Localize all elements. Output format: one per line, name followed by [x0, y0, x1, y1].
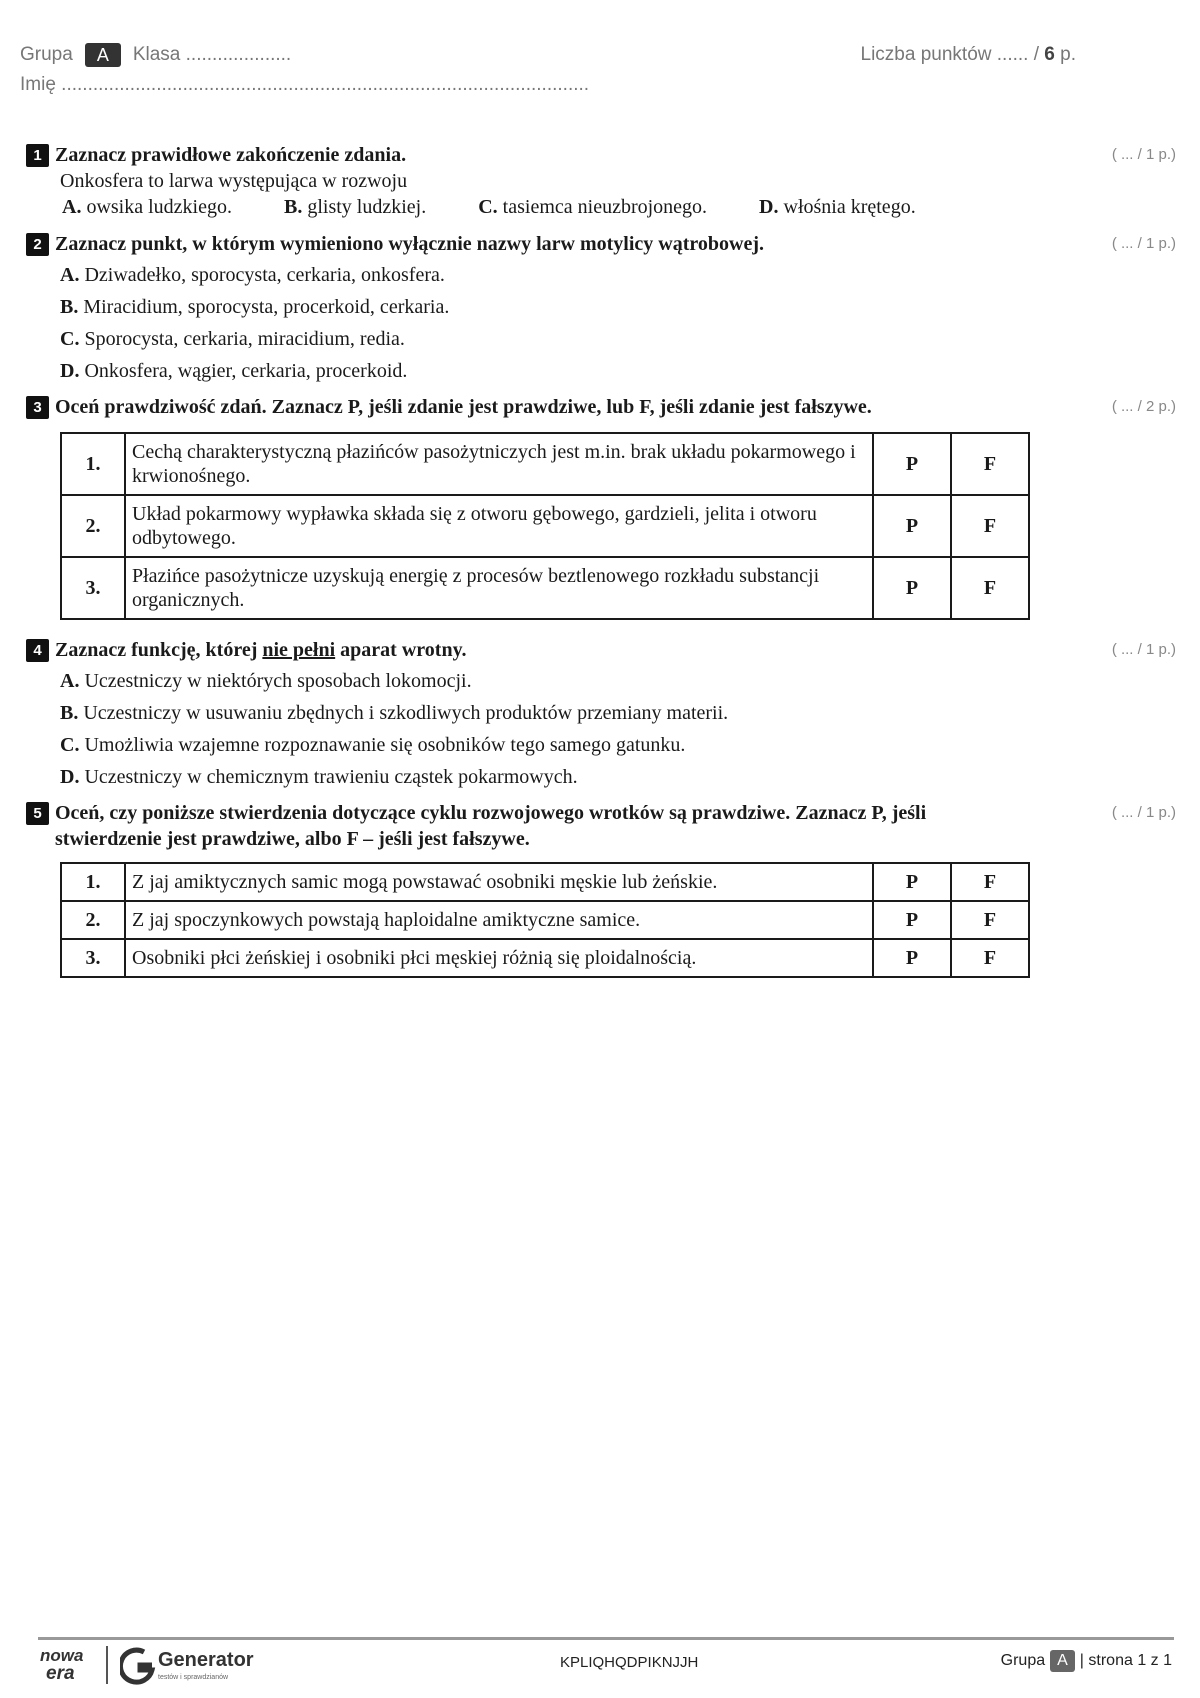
logo-era-text: era — [46, 1663, 75, 1684]
option-a[interactable] — [62, 194, 232, 220]
option-c[interactable] — [60, 323, 1176, 355]
table-row — [61, 433, 1029, 495]
logo-generator-text: Generator — [158, 1649, 254, 1671]
question-header — [26, 142, 1176, 168]
class-field: Klasa .................... — [132, 44, 292, 65]
option-b[interactable] — [284, 194, 426, 220]
option-b[interactable] — [60, 291, 1176, 323]
answer-f[interactable]: F — [951, 901, 1029, 939]
name-field: Imię .................................................................................................... — [20, 74, 590, 95]
answer-p[interactable]: P — [873, 939, 951, 977]
options-row — [62, 194, 1176, 220]
table-row — [61, 495, 1029, 557]
question-number: 2 — [26, 233, 49, 256]
option-letter: D. — [60, 766, 80, 788]
statement-text: Osobniki płci żeńskiej i osobniki płci męskiej różnią się ploidalnością. — [125, 939, 873, 977]
footer-group-label: Grupa — [1000, 1652, 1046, 1669]
question-3 — [26, 394, 1176, 420]
option-letter: A. — [62, 196, 82, 218]
answer-f[interactable]: F — [951, 433, 1029, 495]
option-a[interactable] — [60, 259, 1176, 291]
option-text: Sporocysta, cerkaria, miracidium, redia. — [84, 328, 405, 350]
footer-page-info — [1001, 1650, 1172, 1672]
generator-logo — [120, 1644, 270, 1688]
nowa-era-logo — [38, 1645, 100, 1685]
question-title: Zaznacz punkt, w którym wymieniono wyłącznie nazwy larw motylicy wątrobowej. — [55, 233, 765, 255]
option-letter: D. — [759, 196, 779, 218]
option-text: glisty ludzkiej. — [307, 196, 427, 218]
row-number: 2. — [61, 495, 125, 557]
option-text: owsika ludzkiego. — [86, 196, 232, 218]
header-name-row — [20, 70, 589, 100]
logo-tagline: testów i sprawdzianów — [158, 1674, 229, 1681]
generator-g-icon — [120, 1650, 152, 1682]
option-d[interactable] — [60, 355, 1176, 387]
table-row — [61, 557, 1029, 619]
title-part: aparat wrotny. — [335, 639, 467, 661]
option-text: Uczestniczy w usuwaniu zbędnych i szkodliwych produktów przemiany materii. — [83, 702, 729, 724]
question-number: 3 — [26, 396, 49, 419]
row-number: 1. — [61, 433, 125, 495]
statement-text: Układ pokarmowy wypławka składa się z otworu gębowego, gardzieli, jelita i otworu odbytowego. — [125, 495, 873, 557]
document-code: KPLIQHQDPIKNJJH — [560, 1654, 699, 1671]
option-letter: C. — [60, 328, 80, 350]
question-number: 4 — [26, 639, 49, 662]
question-2 — [26, 231, 1176, 387]
option-letter: A. — [60, 670, 80, 692]
option-a[interactable] — [60, 665, 1176, 697]
answer-p[interactable]: P — [873, 433, 951, 495]
footer-group-badge: A — [1050, 1650, 1075, 1672]
question-score: ( ... / 1 p.) — [1111, 804, 1176, 821]
logo-separator — [106, 1646, 108, 1684]
answer-f[interactable]: F — [951, 939, 1029, 977]
footer-divider — [38, 1637, 1174, 1640]
option-d[interactable] — [60, 761, 1176, 793]
question-score: ( ... / 1 p.) — [1111, 146, 1176, 163]
statement-text: Płazińce pasożytnicze uzyskują energię z procesów beztlenowego rozkładu substancji organicznych. — [125, 557, 873, 619]
option-d[interactable] — [759, 194, 916, 220]
title-part: Zaznacz funkcję, której — [55, 639, 263, 661]
header — [20, 40, 589, 100]
points-unit: p. — [1060, 44, 1076, 65]
group-badge: A — [85, 43, 121, 67]
option-letter: C. — [478, 196, 498, 218]
question-title — [55, 637, 1095, 663]
row-number: 2. — [61, 901, 125, 939]
statement-text: Cechą charakterystyczną płazińców pasożytniczych jest m.in. brak układu pokarmowego i krwionośnego. — [125, 433, 873, 495]
question-header — [26, 637, 1176, 663]
option-text: Uczestniczy w niektórych sposobach lokomocji. — [84, 670, 472, 692]
answer-f[interactable]: F — [951, 863, 1029, 901]
statement-text: Z jaj spoczynkowych powstają haploidalne amiktyczne samice. — [125, 901, 873, 939]
option-c[interactable] — [60, 729, 1176, 761]
page-number: | strona 1 z 1 — [1079, 1652, 1172, 1669]
question-5 — [26, 800, 1176, 852]
question-title: Oceń, czy poniższe stwierdzenia dotyczące cyklu rozwojowego wrotków są prawdziwe. Zaznacz P, jeśli stwierdzenie jest prawdziwe, albo F – jeśli jest fałszywe. — [55, 802, 927, 850]
question-title: Zaznacz prawidłowe zakończenie zdania. — [55, 144, 407, 166]
option-letter: A. — [60, 264, 80, 286]
option-text: Umożliwia wzajemne rozpoznawanie się osobników tego samego gatunku. — [84, 734, 686, 756]
answer-p[interactable]: P — [873, 495, 951, 557]
question-header — [26, 231, 1176, 257]
row-number: 1. — [61, 863, 125, 901]
true-false-table-q3 — [60, 432, 1030, 620]
option-b[interactable] — [60, 697, 1176, 729]
table-row — [61, 863, 1029, 901]
option-letter: B. — [283, 196, 303, 218]
question-score: ( ... / 2 p.) — [1111, 398, 1176, 415]
title-emphasis: nie pełni — [262, 639, 336, 661]
answer-f[interactable]: F — [951, 557, 1029, 619]
option-text: tasiemca nieuzbrojonego. — [502, 196, 708, 218]
table-row — [61, 939, 1029, 977]
header-group-row — [20, 40, 589, 70]
answer-f[interactable]: F — [951, 495, 1029, 557]
points-summary — [861, 44, 1076, 66]
row-number: 3. — [61, 939, 125, 977]
points-label: Liczba punktów ...... / — [860, 44, 1039, 65]
table-row — [61, 901, 1029, 939]
question-number: 5 — [26, 802, 49, 825]
question-header — [26, 800, 1176, 852]
logo-nowa-text: nowa — [40, 1646, 84, 1665]
option-text: Onkosfera, wągier, cerkaria, procerkoid. — [84, 360, 408, 382]
question-title: Oceń prawdziwość zdań. Zaznacz P, jeśli zdanie jest prawdziwe, lub F, jeśli zdanie jest fałszywe. — [55, 396, 872, 418]
answer-p[interactable]: P — [873, 901, 951, 939]
option-letter: D. — [60, 360, 80, 382]
question-header — [26, 394, 1176, 420]
option-text: Uczestniczy w chemicznym trawieniu cząstek pokarmowych. — [84, 766, 578, 788]
points-total: 6 — [1044, 44, 1055, 65]
option-text: włośnia krętego. — [783, 196, 916, 218]
question-score: ( ... / 1 p.) — [1111, 641, 1176, 658]
option-letter: B. — [60, 702, 79, 724]
question-number: 1 — [26, 144, 49, 167]
question-score: ( ... / 1 p.) — [1111, 235, 1176, 252]
option-letter: C. — [60, 734, 80, 756]
question-stem: Onkosfera to larwa występująca w rozwoju — [60, 170, 408, 192]
question-1 — [26, 142, 1176, 220]
answer-p[interactable]: P — [873, 863, 951, 901]
option-text: Miracidium, sporocysta, procerkoid, cerkaria. — [83, 296, 450, 318]
question-4 — [26, 637, 1176, 793]
option-text: Dziwadełko, sporocysta, cerkaria, onkosfera. — [84, 264, 445, 286]
group-label: Grupa — [20, 44, 73, 65]
statement-text: Z jaj amiktycznych samic mogą powstawać osobniki męskie lub żeńskie. — [125, 863, 873, 901]
row-number: 3. — [61, 557, 125, 619]
true-false-table-q5 — [60, 862, 1030, 978]
option-letter: B. — [60, 296, 79, 318]
option-c[interactable] — [478, 194, 707, 220]
answer-p[interactable]: P — [873, 557, 951, 619]
